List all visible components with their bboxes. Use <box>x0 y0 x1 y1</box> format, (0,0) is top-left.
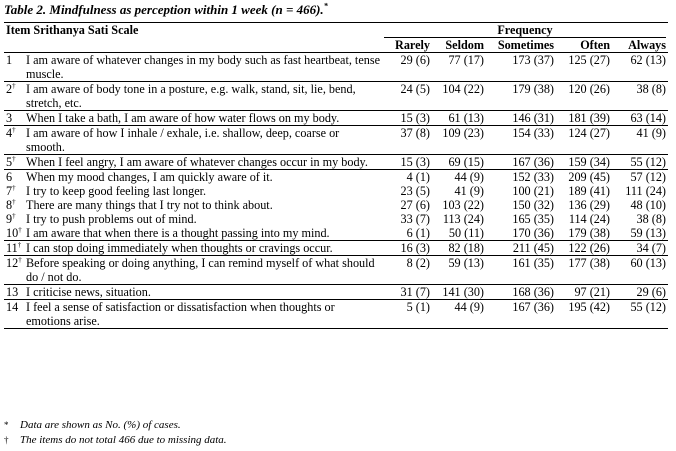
table-row <box>4 53 668 82</box>
item-text: I can stop doing immediately when thoughts or cravings occur. <box>24 241 382 256</box>
caption-text: Table 2. Mindfulness as perception within 1 week (n = 466). <box>4 2 324 17</box>
cell-seldom: 41 (9) <box>454 184 484 198</box>
cell-always: 62 (13) <box>612 53 668 82</box>
item-text: When I take a bath, I am aware of how water flows on my body. <box>24 111 382 126</box>
cell-seldom: 113 (24) <box>442 212 484 226</box>
item-index: 7 <box>6 184 13 198</box>
footnote-mark: † <box>4 435 9 445</box>
item-index: 13 <box>6 285 19 299</box>
item-index: 2 <box>6 82 13 96</box>
cell-sometimes: 152 (33) <box>486 170 556 185</box>
table-row <box>4 155 668 170</box>
item-index: 11 <box>6 241 18 255</box>
cell-always: 60 (13) <box>612 256 668 285</box>
cell-seldom: 109 (23) <box>432 126 486 155</box>
item-dagger-mark: † <box>12 211 16 220</box>
cell-often: 179 (38) <box>568 226 610 240</box>
cell-seldom: 104 (22) <box>432 82 486 111</box>
cell-always: 38 (8) <box>636 212 666 226</box>
cell-seldom: 61 (13) <box>432 111 486 126</box>
cell-seldom: 44 (9) <box>432 170 486 185</box>
item-number <box>4 126 24 155</box>
cell-often: 209 (45) <box>556 170 612 185</box>
cell-rarely: 33 (7) <box>400 212 430 226</box>
cell-sometimes: 161 (35) <box>486 256 556 285</box>
cell-sometimes: 165 (35) <box>512 212 554 226</box>
item-text: I am aware that when there is a thought passing into my mind. <box>26 226 330 240</box>
cell-sometimes: 167 (36) <box>486 300 556 329</box>
cell-often: 181 (39) <box>556 111 612 126</box>
footnote-text: The items do not total 466 due to missing data. <box>20 434 227 446</box>
item-index: 6 <box>6 170 13 184</box>
table-row <box>4 212 668 226</box>
item-number <box>4 155 24 170</box>
mindfulness-table <box>4 22 668 329</box>
item-number <box>4 212 24 226</box>
cell-sometimes: 170 (36) <box>512 226 554 240</box>
item-number <box>4 184 24 198</box>
cell-always: 29 (6) <box>612 285 668 300</box>
item-dagger-mark: † <box>18 225 22 234</box>
cell-rarely: 27 (6) <box>400 198 430 212</box>
cell-sometimes: 173 (37) <box>486 53 556 82</box>
table-row <box>4 170 668 185</box>
cell-sometimes: 100 (21) <box>512 184 554 198</box>
cell-sometimes: 211 (45) <box>486 241 556 256</box>
cell-rarely: 8 (2) <box>382 256 432 285</box>
item-index: 14 <box>6 300 19 314</box>
item-number <box>4 198 24 212</box>
cell-always: 63 (14) <box>612 111 668 126</box>
cell-sometimes: 179 (38) <box>486 82 556 111</box>
header-sometimes: Sometimes <box>497 38 554 52</box>
item-text: I am aware of how I inhale / exhale, i.e. shallow, deep, coarse or smooth. <box>24 126 382 155</box>
cell-often: 114 (24) <box>568 212 610 226</box>
item-text: There are many things that I try not to think about. <box>26 198 273 212</box>
cell-seldom: 103 (22) <box>442 198 484 212</box>
cell-sometimes: 154 (33) <box>486 126 556 155</box>
cell-rarely: 16 (3) <box>382 241 432 256</box>
item-index: 1 <box>6 53 13 67</box>
cell-rarely: 4 (1) <box>382 170 432 185</box>
cell-seldom: 44 (9) <box>432 300 486 329</box>
cell-rarely: 5 (1) <box>382 300 432 329</box>
table-row <box>4 241 668 256</box>
cell-seldom: 82 (18) <box>432 241 486 256</box>
cell-often: 136 (29) <box>568 198 610 212</box>
cell-seldom: 69 (15) <box>432 155 486 170</box>
item-dagger-mark: † <box>12 197 16 206</box>
cell-often: 177 (38) <box>556 256 612 285</box>
cell-always: 55 (12) <box>612 300 668 329</box>
cell-rarely: 31 (7) <box>382 285 432 300</box>
footnote <box>4 434 227 447</box>
table-body <box>4 53 668 329</box>
item-number <box>4 226 24 241</box>
cell-rarely: 15 (3) <box>382 111 432 126</box>
header-seldom: Seldom <box>445 38 484 52</box>
cell-often: 120 (26) <box>556 82 612 111</box>
item-index: 12 <box>6 256 19 270</box>
item-text: I criticise news, situation. <box>24 285 382 300</box>
header-row-2 <box>4 38 668 53</box>
item-index: 5 <box>6 155 13 169</box>
cell-always: 48 (10) <box>630 198 666 212</box>
table-row <box>4 300 668 329</box>
footnote-text: Data are shown as No. (%) of cases. <box>20 419 181 431</box>
table-row <box>4 285 668 300</box>
cell-often: 189 (41) <box>568 184 610 198</box>
cell-always: 111 (24) <box>625 184 666 198</box>
cell-often: 124 (27) <box>556 126 612 155</box>
cell-seldom: 141 (30) <box>432 285 486 300</box>
header-often: Often <box>580 38 610 52</box>
header-always: Always <box>628 38 666 52</box>
item-text: Before speaking or doing anything, I can remind myself of what should do / not do. <box>24 256 382 285</box>
cell-seldom: 77 (17) <box>432 53 486 82</box>
item-number <box>4 82 24 111</box>
item-index: 9 <box>6 212 13 226</box>
cell-always: 38 (8) <box>612 82 668 111</box>
cell-often: 97 (21) <box>556 285 612 300</box>
item-number <box>4 285 24 300</box>
table-row <box>4 126 668 155</box>
item-text: I feel a sense of satisfaction or dissatisfaction when thoughts or emotions arise. <box>24 300 382 329</box>
table-row <box>4 198 668 212</box>
item-index: 3 <box>6 111 13 125</box>
item-text: I try to keep good feeling last longer. <box>26 184 207 198</box>
item-dagger-mark: † <box>17 240 22 249</box>
item-index: 8 <box>6 198 13 212</box>
item-number <box>4 170 24 185</box>
item-index: 4 <box>6 126 13 140</box>
header-item-scale: Item Srithanya Sati Scale <box>4 23 382 39</box>
cell-sometimes: 146 (31) <box>486 111 556 126</box>
item-dagger-mark: † <box>12 154 16 163</box>
cell-rarely: 37 (8) <box>382 126 432 155</box>
item-number <box>4 241 24 256</box>
cell-seldom: 59 (13) <box>432 256 486 285</box>
cell-often: 159 (34) <box>556 155 612 170</box>
table-row <box>4 82 668 111</box>
item-dagger-mark: † <box>12 183 16 192</box>
header-row-1 <box>4 23 668 39</box>
cell-seldom: 50 (11) <box>448 226 484 240</box>
cell-always: 59 (13) <box>630 226 666 240</box>
item-text: When I feel angry, I am aware of whatever changes occur in my body. <box>24 155 382 170</box>
cell-always: 57 (12) <box>612 170 668 185</box>
caption-footnote-mark: * <box>323 1 328 11</box>
cell-rarely: 23 (5) <box>400 184 430 198</box>
cell-often: 125 (27) <box>556 53 612 82</box>
footnote-mark: * <box>4 420 9 430</box>
header-frequency <box>382 23 668 39</box>
footnote <box>4 419 181 432</box>
cell-always: 55 (12) <box>612 155 668 170</box>
cell-often: 195 (42) <box>556 300 612 329</box>
item-text: I try to push problems out of mind. <box>26 212 197 226</box>
cell-sometimes: 168 (36) <box>486 285 556 300</box>
item-dagger-mark: † <box>18 255 22 264</box>
item-number <box>4 300 24 329</box>
cell-always: 34 (7) <box>612 241 668 256</box>
cell-sometimes: 150 (32) <box>512 198 554 212</box>
table-row <box>4 226 668 241</box>
item-dagger-mark: † <box>12 125 16 134</box>
cell-always: 41 (9) <box>612 126 668 155</box>
cell-sometimes: 167 (36) <box>486 155 556 170</box>
item-dagger-mark: † <box>12 81 16 90</box>
item-number <box>4 111 24 126</box>
table-caption <box>4 3 328 17</box>
table-row <box>4 184 668 198</box>
cell-often: 122 (26) <box>556 241 612 256</box>
item-index: 10 <box>6 226 19 240</box>
item-text: When my mood changes, I am quickly aware of it. <box>24 170 382 185</box>
item-number <box>4 53 24 82</box>
cell-rarely: 29 (6) <box>382 53 432 82</box>
header-frequency-label: Frequency <box>384 23 666 38</box>
table-row <box>4 111 668 126</box>
header-rarely: Rarely <box>395 38 430 52</box>
cell-rarely: 6 (1) <box>406 226 430 240</box>
cell-rarely: 24 (5) <box>382 82 432 111</box>
item-text: I am aware of body tone in a posture, e.g. walk, stand, sit, lie, bend, stretch, etc. <box>24 82 382 111</box>
item-text: I am aware of whatever changes in my body such as fast heartbeat, tense muscle. <box>24 53 382 82</box>
table-row <box>4 256 668 285</box>
item-number <box>4 256 24 285</box>
cell-rarely: 15 (3) <box>382 155 432 170</box>
